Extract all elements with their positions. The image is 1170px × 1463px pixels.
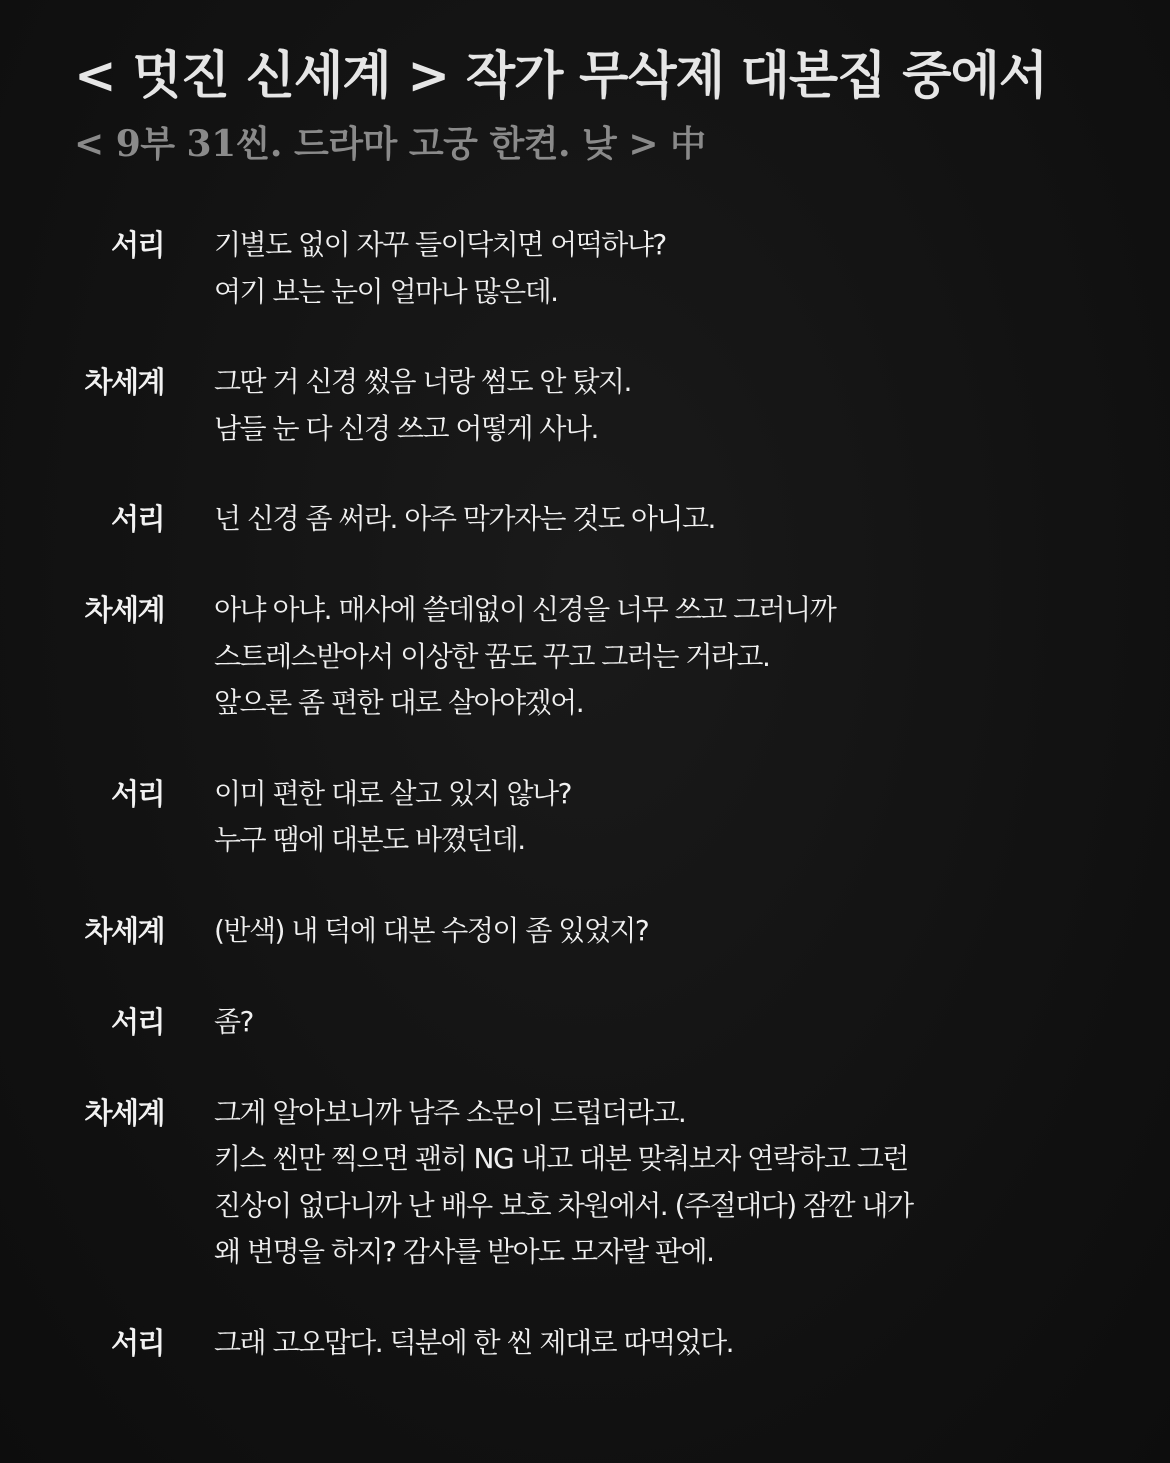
dialogue-text-line: 그딴 거 신경 썼음 너랑 썸도 안 탔지. [214, 365, 631, 398]
speaker-name: 서리 [110, 1004, 164, 1039]
dialogue-text-line: 진상이 없다니까 난 배우 보호 차원에서. (주절대다) 잠깐 내가 [214, 1188, 913, 1222]
speaker-name: 서리 [110, 776, 164, 811]
dialogue-text [214, 496, 1094, 543]
dialogue-text [214, 587, 1094, 727]
dialogue-text [214, 359, 1094, 452]
dialogue-line [0, 1090, 1170, 1276]
script-header [74, 38, 1047, 174]
dialogue-text [214, 999, 1094, 1046]
speaker-name: 차세계 [84, 1095, 164, 1130]
dialogue-line [0, 771, 1170, 864]
dialogue-text-line: 누구 땜에 대본도 바꼈던데. [214, 823, 525, 856]
dialogue-text [214, 222, 1094, 315]
dialogue-text [214, 771, 1094, 864]
dialogue-line [0, 222, 1170, 315]
dialogue-text-line: 아냐 아냐. 매사에 쓸데없이 신경을 너무 쓰고 그러니까 [214, 593, 836, 626]
dialogue-text-line: 남들 눈 다 신경 쓰고 어떻게 사나. [214, 411, 598, 445]
dialogue-text-line: 그래 고오맙다. 덕분에 한 씬 제대로 따먹었다. [214, 1325, 734, 1359]
dialogue-text-line: 왜 변명을 하지? 감사를 받아도 모자랄 판에. [214, 1235, 714, 1268]
dialogue-line [0, 496, 1170, 543]
scene-heading: < 9부 31씬. 드라마 고궁 한켠. 낮 > 中 [74, 123, 706, 165]
dialogue-list [0, 222, 1170, 1411]
dialogue-text-line: 여기 보는 눈이 얼마나 많은데. [214, 274, 558, 308]
speaker-name: 차세계 [84, 913, 164, 948]
speaker-name: 서리 [110, 502, 164, 536]
dialogue-text-line: 그게 알아보니까 남주 소문이 드럽더라고. [214, 1095, 686, 1129]
dialogue-text-line: 이미 편한 대로 살고 있지 않나? [214, 776, 571, 810]
dialogue-text-line: 기별도 없이 자꾸 들이닥치면 어떡하냐? [214, 228, 666, 261]
speaker-name: 서리 [110, 228, 164, 262]
dialogue-line [0, 1320, 1170, 1367]
dialogue-line [0, 587, 1170, 727]
dialogue-line [0, 999, 1170, 1046]
dialogue-text [214, 1090, 1094, 1276]
speaker-name: 서리 [110, 1325, 164, 1360]
dialogue-text-line: 앞으론 좀 편한 대로 살아야겠어. [214, 686, 584, 719]
dialogue-line [0, 908, 1170, 955]
dialogue-text-line: 스트레스받아서 이상한 꿈도 꾸고 그러는 거라고. [214, 639, 770, 673]
dialogue-text-line: 키스 씬만 찍으면 괜히 NG 내고 대본 맞춰보자 연락하고 그런 [214, 1142, 908, 1175]
dialogue-line [0, 359, 1170, 452]
speaker-name: 차세계 [84, 593, 164, 627]
dialogue-text [214, 1320, 1094, 1367]
speaker-name: 차세계 [84, 365, 164, 399]
dialogue-text-line: 좀? [214, 1004, 253, 1038]
dialogue-text [214, 908, 1094, 955]
dialogue-text-line: 넌 신경 좀 써라. 아주 막가자는 것도 아니고. [214, 502, 715, 535]
dialogue-text-line: (반색) 내 덕에 대본 수정이 좀 있었지? [214, 913, 649, 947]
book-title: < 멋진 신세계 > 작가 무삭제 대본집 중에서 [74, 46, 1048, 106]
